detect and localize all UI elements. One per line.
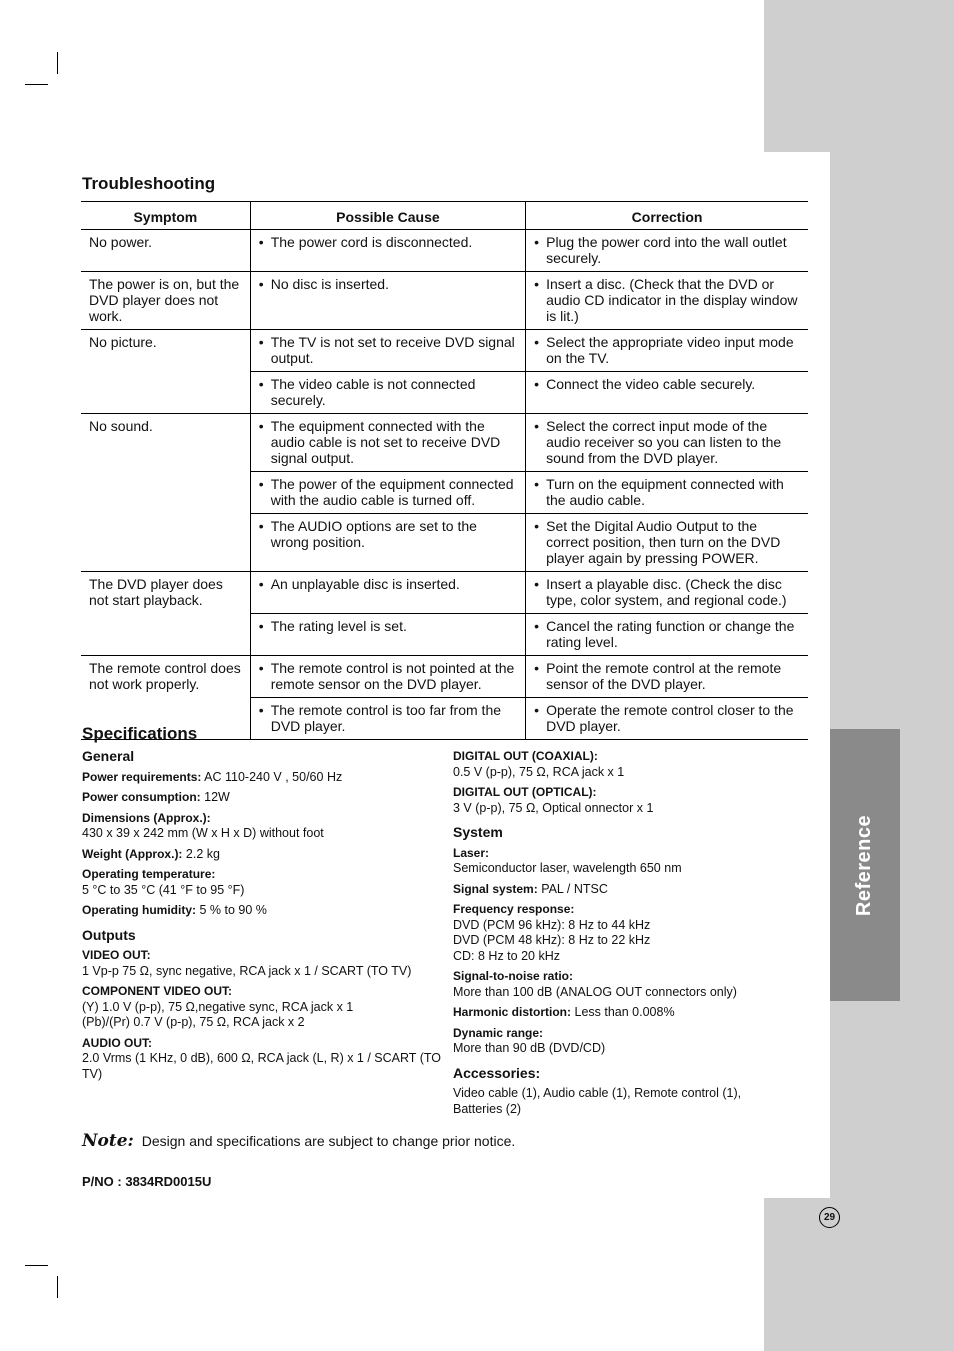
correction-cell	[526, 272, 808, 330]
bullet-item	[534, 476, 800, 508]
reference-tab-label: Reference	[853, 814, 876, 916]
bullet-icon: •	[534, 276, 540, 292]
cause-cell	[250, 572, 525, 614]
correction-cell-text: Cancel the rating function or change the rating level.	[546, 618, 795, 650]
cause-cell-text: The power of the equipment connected with the audio cable is turned off.	[270, 476, 514, 508]
spec-value: 1 Vp-p 75 Ω, sync negative, RCA jack x 1 / SCART (TO TV)	[82, 963, 412, 978]
spec-section	[453, 749, 773, 816]
spec-label: Power consumption:	[82, 790, 201, 804]
bullet-item	[259, 618, 517, 634]
bullet-item	[534, 702, 800, 734]
troubleshooting-table	[81, 201, 808, 740]
spec-item	[82, 770, 442, 786]
correction-cell-text: Select the appropriate video input mode on the TV.	[546, 334, 794, 366]
spec-value: CD: 8 Hz to 20 kHz	[453, 948, 560, 963]
spec-item	[82, 1036, 442, 1083]
table-header-row	[81, 202, 808, 230]
spec-value: PAL / NTSC	[541, 881, 608, 896]
troubleshooting-body	[81, 230, 808, 740]
bullet-item	[534, 334, 800, 366]
bullet-icon: •	[258, 660, 264, 676]
correction-cell-text: Turn on the equipment connected with the audio cable.	[546, 476, 784, 508]
spec-label: Harmonic distortion:	[453, 1005, 572, 1019]
table-row	[81, 230, 808, 272]
side-strip-right	[830, 0, 954, 1351]
spec-item	[453, 969, 773, 1000]
spec-section	[453, 825, 773, 1057]
spec-section	[82, 749, 442, 919]
bullet-item	[534, 618, 800, 650]
spec-value: (Y) 1.0 V (p-p), 75 Ω,negative sync, RCA jack x 1	[82, 999, 354, 1014]
cause-cell-text: The equipment connected with the audio cable is not set to receive DVD signal output.	[270, 418, 501, 466]
correction-cell-text: Operate the remote control closer to the DVD player.	[546, 702, 794, 734]
cause-cell-text: The rating level is set.	[270, 618, 407, 634]
spec-label: Dimensions (Approx.):	[82, 810, 211, 825]
spec-label: Operating temperature:	[82, 867, 216, 881]
correction-cell	[526, 614, 808, 656]
spec-label: AUDIO OUT:	[82, 1035, 152, 1050]
correction-cell	[526, 656, 808, 698]
bullet-item	[534, 376, 800, 392]
cause-cell-text: The remote control is too far from the DVD player.	[270, 702, 502, 734]
note-label: Note:	[82, 1131, 134, 1151]
correction-cell	[526, 472, 808, 514]
cause-cell	[250, 656, 525, 698]
spec-item	[453, 902, 773, 964]
cause-cell-text: The TV is not set to receive DVD signal output.	[270, 334, 515, 366]
spec-value: 430 x 39 x 242 mm (W x H x D) without foot	[82, 826, 324, 840]
crop-mark	[57, 1276, 58, 1298]
spec-item	[82, 948, 442, 979]
crop-mark	[57, 52, 58, 74]
spec-item	[82, 867, 442, 898]
spec-label: COMPONENT VIDEO OUT:	[82, 984, 233, 998]
spec-value: (Pb)/(Pr) 0.7 V (p-p), 75 Ω, RCA jack x 2	[82, 1015, 305, 1029]
bullet-icon: •	[258, 476, 264, 492]
correction-cell	[526, 414, 808, 472]
bullet-item	[259, 334, 517, 366]
spec-value: 12W	[204, 790, 230, 804]
spec-item	[453, 1086, 773, 1117]
spec-value: More than 90 dB (DVD/CD)	[453, 1041, 606, 1055]
cause-cell	[250, 272, 525, 330]
cause-cell	[250, 330, 525, 372]
bullet-item	[534, 234, 800, 266]
bullet-icon: •	[534, 576, 540, 592]
spec-section-heading: General	[82, 748, 135, 764]
bullet-icon: •	[534, 334, 540, 350]
correction-cell	[526, 572, 808, 614]
spec-label: Power requirements:	[82, 769, 202, 784]
header-symptom: Symptom	[81, 202, 250, 230]
cause-cell	[250, 514, 525, 572]
spec-value: 5 °C to 35 °C (41 °F to 95 °F)	[82, 882, 245, 897]
spec-label: Signal-to-noise ratio:	[453, 969, 573, 983]
cause-cell	[250, 414, 525, 472]
bullet-item	[259, 476, 517, 508]
table-row	[81, 272, 808, 330]
table-row	[81, 414, 808, 472]
cause-cell	[250, 614, 525, 656]
bullet-icon: •	[534, 518, 540, 534]
spec-value: DVD (PCM 48 kHz): 8 Hz to 22 kHz	[453, 933, 651, 947]
bullet-icon: •	[258, 702, 264, 718]
bullet-icon: •	[258, 334, 264, 350]
cause-cell-text: No disc is inserted.	[270, 276, 389, 292]
correction-cell	[526, 514, 808, 572]
table-row	[81, 330, 808, 372]
spec-value: 2.2 kg	[185, 846, 220, 861]
correction-cell-text: Insert a disc. (Check that the DVD or audio CD indicator in the display window is lit.)	[546, 276, 798, 324]
spec-section-heading: System	[453, 824, 503, 840]
spec-item	[82, 811, 442, 842]
spec-item	[453, 882, 773, 898]
table-row	[81, 572, 808, 614]
bullet-icon: •	[258, 418, 264, 434]
bullet-item	[259, 234, 517, 250]
correction-cell	[526, 330, 808, 372]
bullet-item	[259, 660, 517, 692]
symptom-cell: No sound.	[81, 414, 250, 572]
spec-label: Signal system:	[453, 881, 538, 896]
bullet-icon: •	[534, 618, 540, 634]
bullet-icon: •	[258, 234, 264, 250]
spec-column-right	[453, 749, 773, 1126]
bullet-item	[534, 518, 800, 566]
bullet-item	[259, 418, 517, 466]
symptom-cell: The remote control does not work properly.	[81, 656, 250, 740]
crop-mark	[25, 1265, 48, 1266]
bullet-item	[259, 276, 517, 292]
cause-cell	[250, 230, 525, 272]
spec-value: 3 V (p-p), 75 Ω, Optical onnector x 1	[453, 800, 654, 815]
spec-value: Video cable (1), Audio cable (1), Remote control (1), Batteries (2)	[453, 1086, 742, 1116]
spec-value: AC 110-240 V , 50/60 Hz	[204, 769, 343, 784]
spec-item	[82, 903, 442, 919]
bullet-item	[259, 576, 517, 592]
bullet-item	[534, 276, 800, 324]
spec-label: DIGITAL OUT (OPTICAL):	[453, 785, 597, 799]
cause-cell	[250, 372, 525, 414]
spec-item	[453, 785, 773, 816]
correction-cell	[526, 372, 808, 414]
spec-column-left	[82, 749, 442, 1091]
spec-section	[82, 928, 442, 1083]
bullet-item	[259, 518, 517, 550]
spec-section-heading: Accessories:	[453, 1064, 541, 1081]
cause-cell-text: The remote control is not pointed at the remote sensor on the DVD player.	[270, 660, 515, 692]
bullet-item	[534, 576, 800, 608]
symptom-cell: The DVD player does not start playback.	[81, 572, 250, 656]
bullet-icon: •	[258, 376, 264, 392]
spec-item	[453, 1005, 773, 1021]
cause-cell-text: The video cable is not connected securely.	[270, 376, 476, 408]
correction-cell-text: Insert a playable disc. (Check the disc type, color system, and regional code.)	[546, 576, 787, 608]
correction-cell-text: Connect the video cable securely.	[546, 376, 756, 392]
bullet-icon: •	[258, 576, 264, 592]
table-row	[81, 656, 808, 698]
page-number: 29	[819, 1207, 840, 1228]
spec-value: 2.0 Vrms (1 KHz, 0 dB), 600 Ω, RCA jack (L, R) x 1 / SCART (TO TV)	[82, 1051, 441, 1081]
side-strip-bottom	[764, 1198, 954, 1351]
bullet-item	[259, 702, 517, 734]
spec-item	[453, 749, 773, 780]
spec-value: Less than 0.008%	[574, 1005, 675, 1019]
bullet-item	[534, 418, 800, 466]
cause-cell-text: The power cord is disconnected.	[270, 234, 473, 250]
correction-cell	[526, 230, 808, 272]
cause-cell	[250, 472, 525, 514]
specifications-title: Specifications	[82, 724, 198, 743]
header-possible-cause: Possible Cause	[250, 202, 525, 230]
spec-value: Semiconductor laser, wavelength 650 nm	[453, 861, 682, 875]
bullet-icon: •	[534, 660, 540, 676]
symptom-cell: No power.	[81, 230, 250, 272]
reference-tab[interactable]	[830, 729, 900, 1001]
spec-section-heading: Outputs	[82, 926, 136, 943]
spec-label: Weight (Approx.):	[82, 846, 183, 861]
bullet-item	[534, 660, 800, 692]
spec-value: More than 100 dB (ANALOG OUT connectors only)	[453, 984, 737, 999]
header-correction: Correction	[526, 202, 808, 230]
spec-value: 5 % to 90 %	[199, 903, 267, 917]
correction-cell-text: Select the correct input mode of the audio receiver so you can listen to the sound from the DVD player.	[546, 418, 782, 466]
cause-cell	[250, 698, 525, 740]
bullet-icon: •	[258, 618, 264, 634]
symptom-cell: The power is on, but the DVD player does not work.	[81, 272, 250, 330]
bullet-icon: •	[258, 276, 264, 292]
spec-label: Laser:	[453, 845, 490, 860]
troubleshooting-title: Troubleshooting	[82, 174, 216, 193]
correction-cell-text: Plug the power cord into the wall outlet securely.	[546, 234, 787, 266]
spec-item	[82, 847, 442, 863]
part-number: P/NO : 3834RD0015U	[82, 1174, 212, 1189]
spec-label: Frequency response:	[453, 902, 575, 916]
correction-cell	[526, 698, 808, 740]
spec-item	[453, 846, 773, 877]
spec-value: DVD (PCM 96 kHz): 8 Hz to 44 kHz	[453, 917, 651, 932]
correction-cell-text: Set the Digital Audio Output to the correct position, then turn on the DVD player again by pressing POWER.	[546, 518, 781, 566]
spec-value: 0.5 V (p-p), 75 Ω, RCA jack x 1	[453, 764, 625, 779]
cause-cell-text: The AUDIO options are set to the wrong position.	[270, 518, 477, 550]
bullet-icon: •	[258, 518, 264, 534]
correction-cell-text: Point the remote control at the remote sensor of the DVD player.	[546, 660, 782, 692]
note	[82, 1131, 515, 1151]
bullet-icon: •	[534, 418, 540, 434]
spec-item	[82, 984, 442, 1031]
bullet-icon: •	[534, 476, 540, 492]
crop-mark	[25, 84, 48, 85]
bullet-item	[259, 376, 517, 408]
spec-label: DIGITAL OUT (COAXIAL):	[453, 749, 598, 763]
symptom-cell: No picture.	[81, 330, 250, 414]
spec-label: Dynamic range:	[453, 1025, 544, 1040]
cause-cell-text: An unplayable disc is inserted.	[270, 576, 460, 592]
note-text: Design and specifications are subject to change prior notice.	[141, 1133, 516, 1149]
spec-label: Operating humidity:	[82, 903, 196, 917]
bullet-icon: •	[534, 234, 540, 250]
bullet-icon: •	[534, 376, 540, 392]
bullet-icon: •	[534, 702, 540, 718]
spec-label: VIDEO OUT:	[82, 948, 151, 962]
spec-item	[453, 1026, 773, 1057]
spec-item	[82, 790, 442, 806]
spec-section	[453, 1066, 773, 1118]
